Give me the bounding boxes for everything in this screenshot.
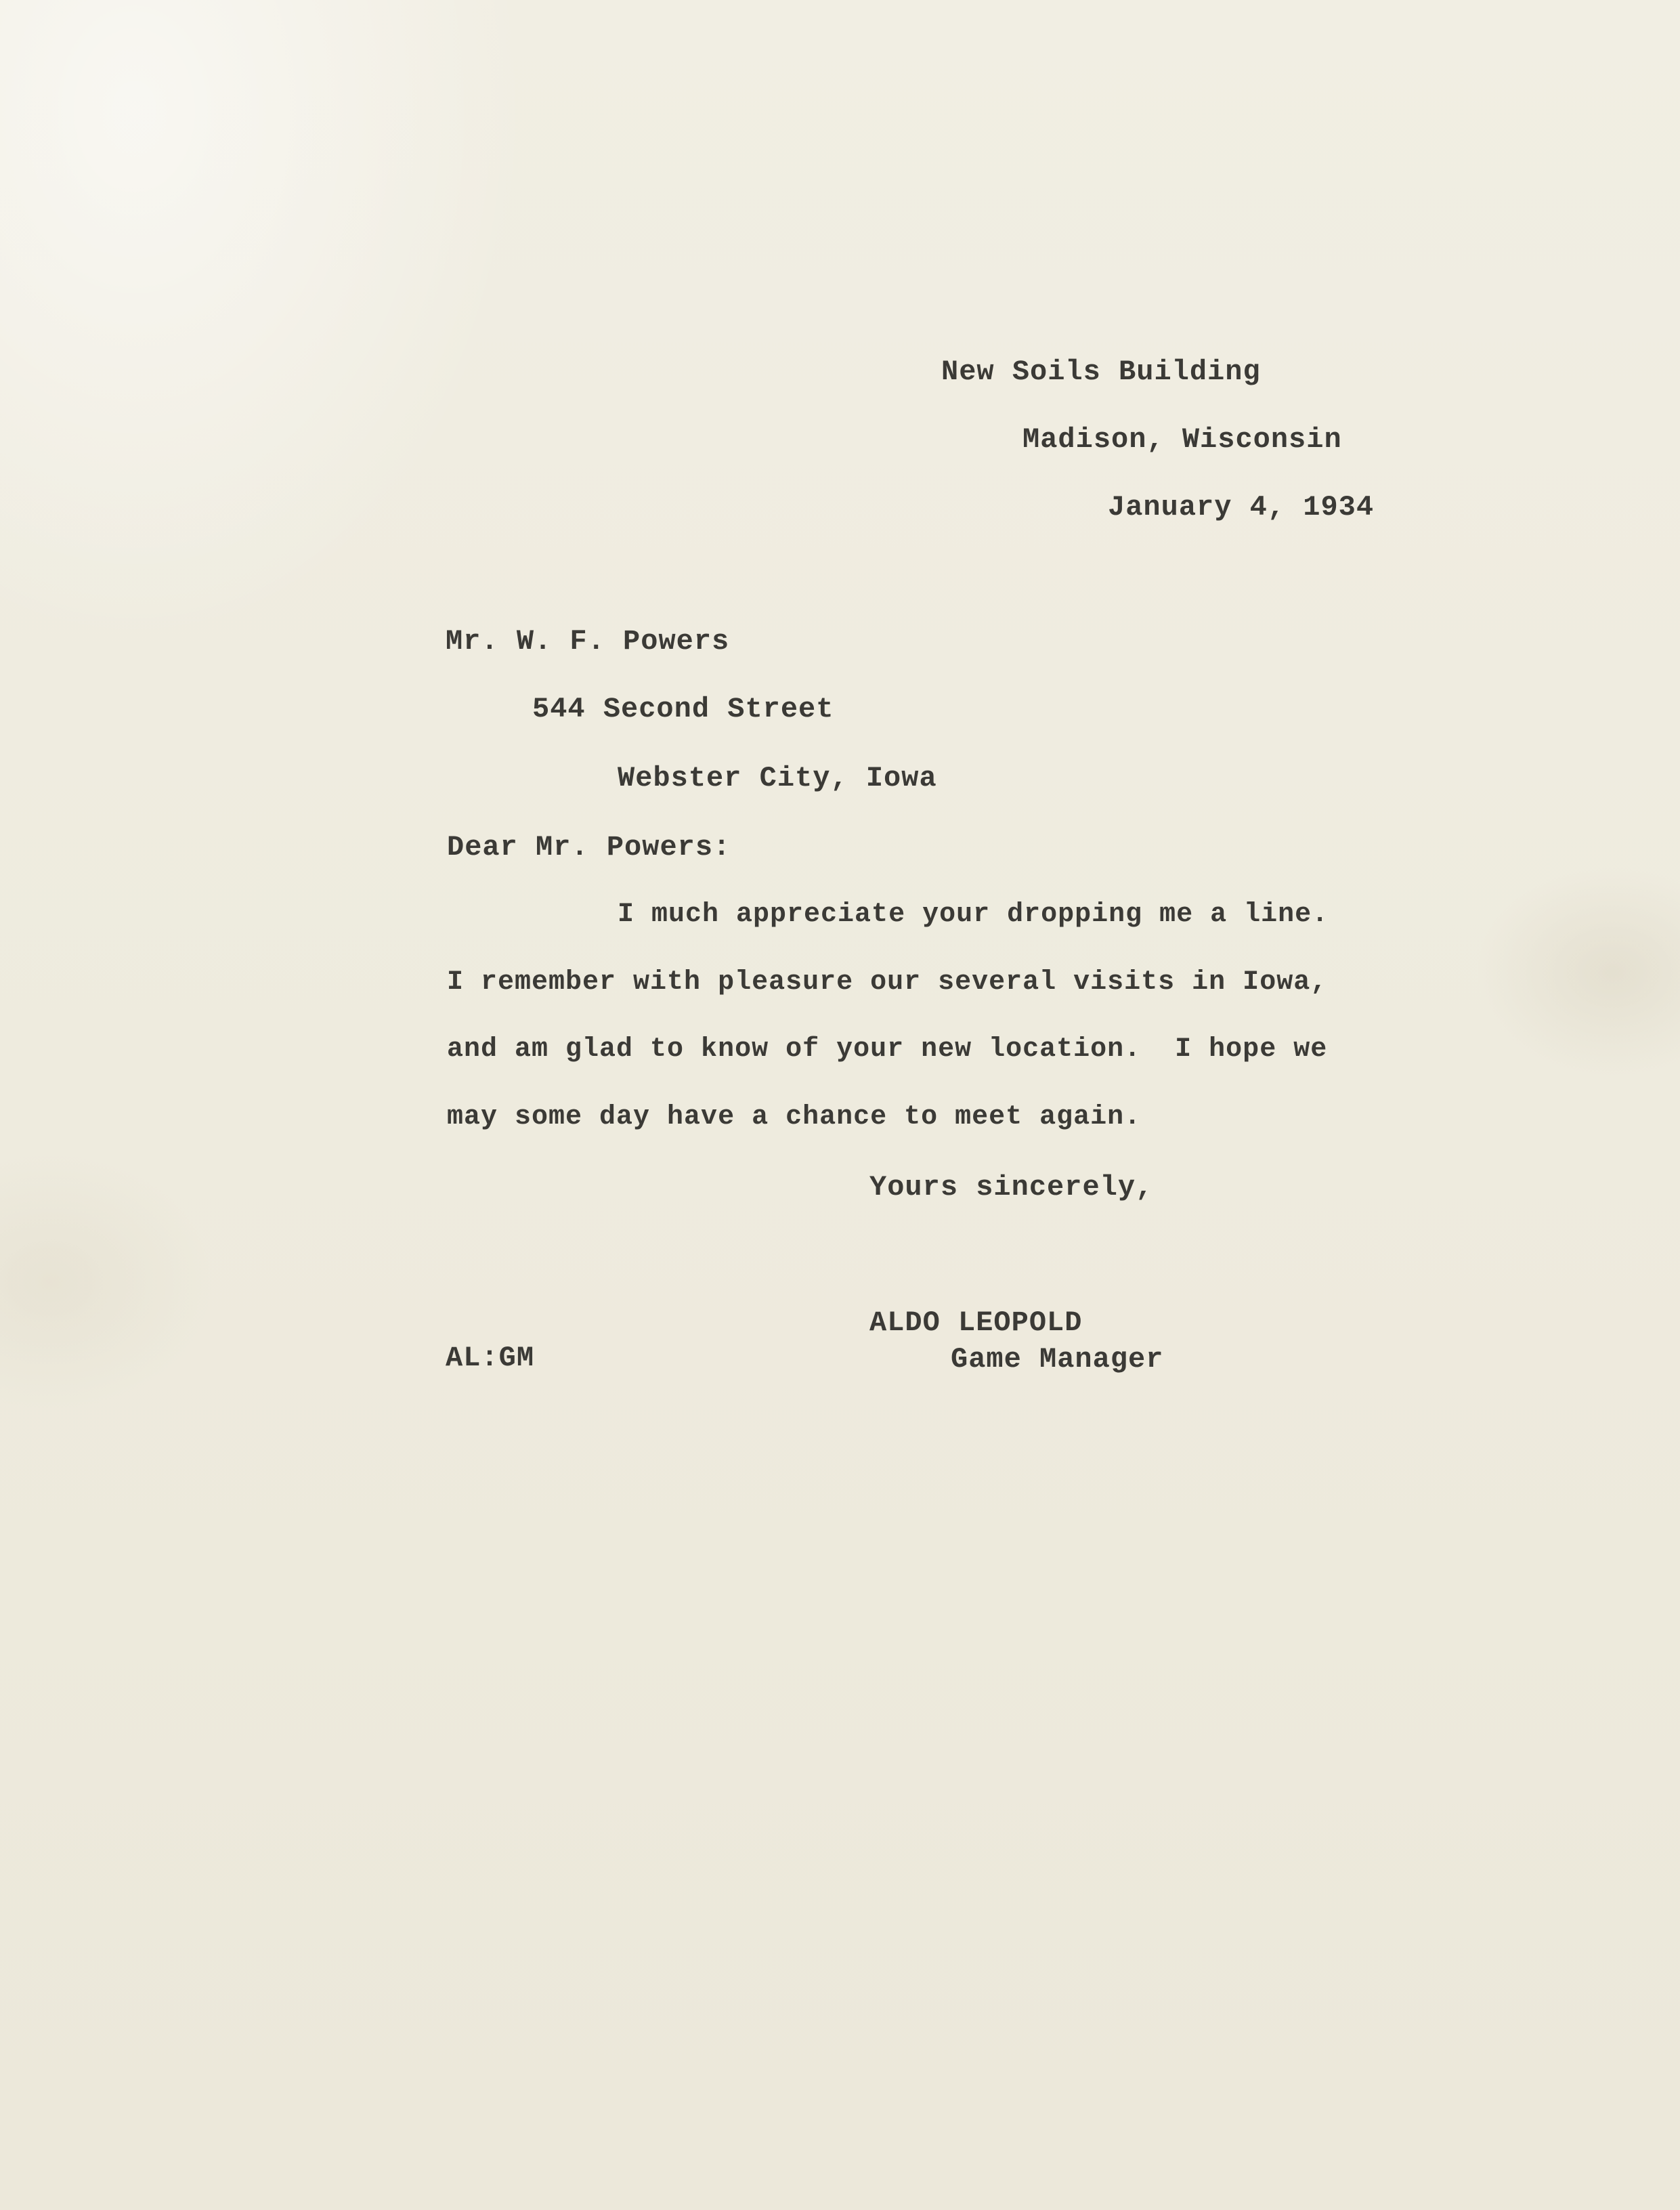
body-line-3: and am glad to know of your new location. I hope we [447, 1034, 1328, 1065]
closing: Yours sincerely, [869, 1171, 1154, 1204]
body-line-4: may some day have a chance to meet again. [447, 1102, 1142, 1132]
recipient-name: Mr. W. F. Powers [446, 625, 730, 658]
reference-initials: AL:GM [446, 1342, 535, 1374]
return-address-line2: Madison, Wisconsin [1022, 423, 1342, 456]
body-line-1: I much appreciate your dropping me a line. [618, 899, 1329, 930]
body-line-2: I remember with pleasure our several visits in Iowa, [447, 967, 1328, 998]
salutation: Dear Mr. Powers: [447, 831, 731, 864]
recipient-city: Webster City, Iowa [618, 762, 937, 794]
signature-title: Game Manager [951, 1343, 1164, 1376]
letter-date: January 4, 1934 [1108, 491, 1375, 524]
signature-name: ALDO LEOPOLD [869, 1306, 1083, 1339]
recipient-street: 544 Second Street [532, 693, 834, 725]
return-address-line1: New Soils Building [941, 356, 1261, 388]
